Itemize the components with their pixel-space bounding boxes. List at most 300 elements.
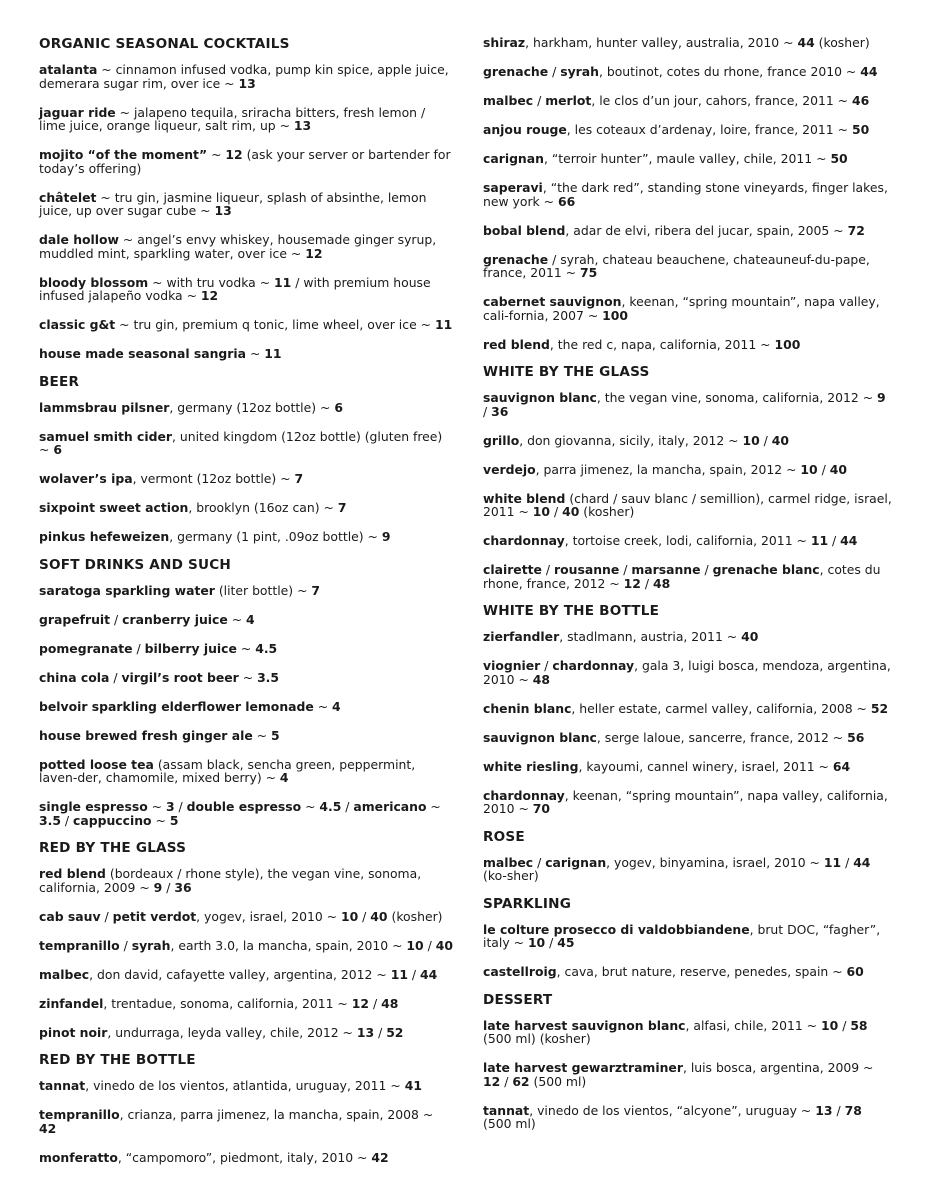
menu-item-text: , brooklyn (16oz can) ~ (188, 500, 338, 515)
menu-item-text: , vermont (12oz bottle) ~ (132, 471, 295, 486)
menu-item-text: (bordeaux / rhone style), the vegan vine, sonoma, california, 2009 ~ (39, 866, 422, 895)
menu-item-bold-text: syrah (560, 64, 599, 79)
menu-section-organic-seasonal-cocktails (39, 36, 454, 361)
menu-item (483, 1061, 893, 1088)
menu-item (483, 181, 893, 208)
menu-item-bold-text: 40 (562, 504, 580, 519)
menu-item-text: ~ (147, 799, 166, 814)
menu-item-bold-text: 42 (371, 1149, 389, 1165)
menu-item-bold-text: 11 (390, 966, 408, 982)
menu-item-text: , yogev, israel, 2010 ~ (196, 908, 341, 924)
menu-item (39, 1079, 454, 1093)
menu-item-bold-text: 5 (271, 727, 280, 743)
menu-item-bold-text: 12 (351, 995, 370, 1011)
menu-item (483, 1104, 893, 1131)
menu-item-text: , heller estate, carmel valley, california, 2008 ~ (571, 700, 871, 716)
menu-item (483, 36, 893, 50)
menu-item-bold-text: white riesling (483, 758, 579, 774)
menu-item-text: / (500, 1073, 513, 1089)
menu-item-bold-text: 9 (153, 879, 163, 895)
menu-item-text: , the vegan vine, sonoma, california, 2012 ~ (596, 390, 878, 405)
menu-item-bold-text: 13 (293, 118, 312, 133)
menu-item-text: ~ (236, 640, 256, 656)
menu-item-text: / (119, 937, 132, 953)
menu-item-bold-text: 70 (532, 801, 551, 816)
menu-item-bold-text: potted loose tea (39, 756, 154, 772)
menu-item-bold-text: americano (353, 799, 427, 814)
menu-item (483, 702, 893, 716)
menu-item-bold-text: pinkus hefeweizen (39, 529, 170, 544)
menu-item-text: , le clos d’un jour, cahors, france, 2011 ~ (591, 93, 852, 108)
menu-item-bold-text: pomegranate (39, 640, 133, 656)
menu-item-bold-text: cranberry juice (122, 611, 228, 627)
menu-item-text: ~ (151, 812, 170, 828)
menu-item-bold-text: saratoga sparkling water (39, 582, 215, 598)
menu-item-bold-text: verdejo (483, 461, 536, 477)
menu-item-bold-text: 6 (53, 442, 62, 457)
menu-item-bold-text: 13 (238, 75, 256, 91)
menu-item-bold-text: 44 (853, 854, 871, 870)
menu-section-soft-drinks-and-such (39, 557, 454, 828)
section-title: SOFT DRINKS AND SUCH (39, 556, 231, 573)
menu-item-text: / (817, 461, 830, 477)
menu-item-bold-text: 9 (381, 529, 391, 544)
menu-item-text: / (759, 432, 772, 448)
menu-item-bold-text: atalanta (39, 62, 98, 77)
menu-item-text: , kayoumi, cannel winery, israel, 2011 ~ (578, 758, 833, 774)
menu-item (483, 224, 893, 238)
menu-item-bold-text: 11 (264, 346, 282, 361)
menu-item-bold-text: 40 (741, 629, 759, 644)
menu-item-text: / (109, 669, 122, 685)
menu-section-red-by-the-glass (39, 840, 454, 1039)
menu-item-text: , cotes du rhone, france, 2012 ~ (483, 562, 881, 591)
menu-item-bold-text: china cola (39, 669, 110, 685)
menu-item-bold-text: 12 (623, 575, 641, 591)
menu-item (39, 1026, 454, 1040)
menu-item-text: / (700, 562, 713, 577)
menu-item-text: (ask your server or bartender for today’s offering) (39, 147, 451, 176)
menu-item-bold-text: chardonnay (483, 533, 565, 548)
menu-section-white-by-the-glass (483, 364, 893, 590)
menu-item-bold-text: cab sauv (39, 908, 101, 924)
menu-item-bold-text: 36 (491, 403, 509, 419)
menu-item-text: / (60, 812, 74, 828)
menu-item (39, 347, 454, 361)
menu-section-sparkling (483, 896, 893, 979)
menu-item-text: ~ tru gin, jasmine liqueur, splash of absinthe, lemon juice, up over sugar cube ~ (39, 189, 427, 218)
menu-item-text: , serge laloue, sancerre, france, 2012 ~ (596, 729, 848, 745)
menu-item (483, 492, 893, 519)
menu-item-bold-text: 13 (356, 1024, 375, 1040)
menu-item-bold-text: malbec (483, 93, 534, 108)
menu-item-text: / syrah, chateau beauchene, chateauneuf-du-pape, france, 2011 ~ (483, 251, 870, 280)
menu-item-bold-text: 12 (305, 245, 323, 261)
menu-item-bold-text: 3.5 (257, 669, 280, 685)
menu-item-bold-text: shiraz (483, 35, 526, 50)
menu-item (483, 731, 893, 745)
menu-item-bold-text: jaguar ride (39, 104, 116, 120)
menu-item-bold-text: le colture prosecco di valdobbiandene (483, 921, 750, 937)
menu-item-text: / (483, 403, 492, 419)
menu-item-text: ~ jalapeno tequila, sriracha bitters, fresh lemon / lime juice, orange liqueur, salt rim, up ~ (39, 104, 426, 133)
menu-item-text: ~ (313, 698, 333, 714)
menu-item-text: (liter bottle) ~ (214, 582, 312, 598)
menu-item-bold-text: rousanne (554, 562, 620, 577)
menu-item (39, 1108, 454, 1135)
menu-item-text: / (838, 1017, 851, 1033)
menu-item-bold-text: grenache (483, 251, 549, 267)
menu-item-bold-text: zinfandel (39, 995, 104, 1011)
menu-item-bold-text: marsanne (631, 562, 701, 577)
menu-item (39, 700, 454, 714)
menu-item (483, 338, 893, 352)
menu-item-bold-text: saperavi (483, 180, 543, 195)
menu-item-text: / (132, 640, 145, 656)
menu-item-bold-text: cappuccino (73, 812, 152, 828)
menu-item-text: , “terroir hunter”, maule valley, chile, 2011 ~ (543, 151, 831, 166)
menu-item-bold-text: 46 (852, 93, 870, 108)
menu-item (39, 910, 454, 924)
menu-item-bold-text: carignan (483, 151, 544, 166)
menu-item-bold-text: 40 (829, 461, 847, 477)
menu-item-text: / (533, 93, 546, 108)
menu-item-text: ~ (252, 727, 271, 743)
menu-item-bold-text: tannat (39, 1078, 86, 1093)
menu-item (39, 191, 454, 218)
menu-item (483, 563, 893, 590)
menu-item-text: , les coteaux d’ardenay, loire, france, 2011 ~ (566, 122, 852, 137)
menu-item-text: / (832, 1102, 845, 1118)
menu-section-beer (39, 374, 454, 544)
menu-item-bold-text: 6 (334, 399, 343, 415)
menu-item (483, 434, 893, 448)
menu-item (483, 123, 893, 137)
menu-item-text: ~ (227, 611, 247, 627)
menu-item (39, 584, 454, 598)
section-title: ROSE (483, 828, 525, 845)
menu-item-bold-text: castellroig (483, 964, 557, 979)
menu-item-bold-text: viognier (483, 658, 541, 673)
menu-item (483, 659, 893, 686)
menu-item-bold-text: 11 (274, 274, 292, 290)
menu-item-bold-text: 44 (797, 35, 815, 50)
menu-item-bold-text: carignan (545, 854, 607, 870)
menu-item-bold-text: late harvest gewarztraminer (483, 1060, 683, 1075)
menu-item-text: , alfasi, chile, 2011 ~ (685, 1017, 821, 1033)
menu-item (39, 867, 454, 894)
menu-item-bold-text: malbec (483, 854, 534, 870)
menu-item (483, 630, 893, 644)
menu-left-column (39, 36, 454, 1177)
menu-item-bold-text: 40 (370, 908, 388, 924)
menu-item-text: , stadlmann, austria, 2011 ~ (559, 629, 742, 644)
menu-item-text: , luis bosca, argentina, 2009 ~ (682, 1060, 874, 1075)
menu-item-bold-text: 52 (870, 700, 889, 716)
menu-section-continued (483, 36, 893, 351)
section-title: RED BY THE GLASS (39, 840, 187, 856)
menu-item-bold-text: 3.5 (39, 812, 61, 828)
menu-item-text: , don david, cafayette valley, argentina, 2012 ~ (89, 966, 391, 982)
menu-item-text: (ko-sher) (483, 868, 539, 883)
menu-item-bold-text: grapefruit (39, 611, 111, 627)
menu-item-text: / (619, 562, 632, 577)
menu-item (39, 800, 454, 827)
menu-item-bold-text: late harvest sauvignon blanc (483, 1017, 686, 1033)
menu-section-rose (483, 829, 893, 883)
menu-item-bold-text: 48 (652, 575, 671, 591)
menu-item-text: / (640, 575, 653, 591)
menu-item-text: / (841, 854, 854, 870)
menu-item-text: , keenan, “spring mountain”, napa valley, california, 2010 ~ (483, 787, 888, 816)
menu-item-text: , earth 3.0, la mancha, spain, 2010 ~ (170, 937, 407, 953)
menu-item-bold-text: chardonnay (552, 658, 635, 673)
menu-item-bold-text: clairette (483, 562, 542, 577)
menu-item (39, 106, 454, 133)
menu-item-bold-text: 12 (483, 1073, 501, 1089)
menu-item (39, 276, 454, 303)
menu-item-text: (assam black, sencha green, peppermint, laven-der, chamomile, mixed berry) ~ (39, 756, 416, 785)
menu-item-bold-text: 75 (580, 265, 598, 280)
menu-item-text: / with premium house infused jalapeño vodka ~ (39, 274, 431, 303)
menu-item-text: , united kingdom (12oz bottle) (gluten free) ~ (39, 428, 443, 457)
menu-item-text: , don giovanna, sicily, italy, 2012 ~ (519, 432, 743, 448)
menu-item-text: ~ (207, 147, 226, 162)
menu-item-text: / (407, 966, 421, 982)
menu-item-text: / (110, 611, 123, 627)
menu-item-bold-text: malbec (39, 966, 90, 982)
menu-item-text: , the red c, napa, california, 2011 ~ (549, 336, 775, 352)
menu-item (39, 148, 454, 175)
menu-item-text: (kosher) (387, 908, 443, 924)
menu-item-bold-text: grillo (483, 432, 520, 448)
menu-item-bold-text: merlot (545, 93, 592, 108)
menu-item-bold-text: 10 (821, 1017, 839, 1033)
menu-item-bold-text: cabernet sauvignon (483, 294, 622, 309)
menu-item (483, 65, 893, 79)
menu-item-bold-text: bloody blossom (39, 274, 149, 290)
section-title: WHITE BY THE BOTTLE (483, 603, 660, 619)
menu-item-bold-text: 4.5 (319, 799, 342, 814)
menu-item-text: ~ (246, 346, 265, 361)
section-title: SPARKLING (483, 895, 572, 912)
menu-item-text: , keenan, “spring mountain”, napa valley, cali-fornia, 2007 ~ (483, 294, 880, 323)
section-title: BEER (39, 373, 80, 390)
menu-item-bold-text: 48 (381, 995, 399, 1011)
menu-item-bold-text: mojito “of the moment” (39, 147, 208, 162)
menu-item (483, 152, 893, 166)
section-title: WHITE BY THE GLASS (483, 364, 650, 380)
menu-item-text: , vinedo de los vientos, “alcyone”, uruguay ~ (529, 1102, 816, 1118)
menu-item (483, 391, 893, 418)
menu-item-bold-text: red blend (39, 866, 106, 881)
menu-item-text: ~ tru gin, premium q tonic, lime wheel, over ice ~ (115, 317, 435, 332)
menu-item-bold-text: 100 (602, 307, 629, 323)
menu-item-bold-text: house brewed fresh ginger ale (39, 727, 253, 743)
menu-item-bold-text: 7 (311, 582, 321, 598)
menu-item-text: / (545, 935, 558, 950)
menu-item-bold-text: classic g&t (39, 317, 116, 332)
menu-item-bold-text: 7 (294, 471, 304, 486)
menu-item-text: , “campomoro”, piedmont, italy, 2010 ~ (117, 1149, 372, 1165)
menu-item-text: / (162, 879, 175, 895)
menu-item-bold-text: 58 (850, 1017, 868, 1033)
section-title: DESSERT (483, 991, 553, 1008)
menu-item-bold-text: syrah (131, 937, 171, 953)
menu-item-bold-text: châtelet (39, 189, 97, 205)
menu-item (39, 968, 454, 982)
menu-item-bold-text: 52 (386, 1024, 404, 1040)
menu-item-bold-text: wolaver’s ipa (39, 471, 133, 486)
menu-item-bold-text: chardonnay (483, 787, 565, 803)
menu-item-bold-text: virgil’s root beer (121, 669, 239, 685)
menu-item (39, 318, 454, 332)
menu-item-text: , adar de elvi, ribera del jucar, spain, 2005 ~ (565, 222, 848, 238)
menu-item-bold-text: 3 (165, 799, 175, 814)
menu-item (39, 430, 454, 457)
menu-item (39, 729, 454, 743)
menu-item-text: , gala 3, luigi bosca, mendoza, argentina, 2010 ~ (483, 658, 891, 687)
menu-item-bold-text: 12 (200, 288, 219, 303)
menu-item-bold-text: 64 (832, 758, 851, 774)
menu-item (39, 530, 454, 544)
menu-item-bold-text: double espresso (186, 799, 302, 814)
menu-item-bold-text: belvoir sparkling elderflower lemonade (39, 698, 314, 714)
menu-item (483, 760, 893, 774)
menu-item-bold-text: 13 (815, 1102, 833, 1118)
menu-item-bold-text: tannat (483, 1102, 530, 1118)
menu-item-bold-text: tempranillo (39, 1107, 120, 1122)
menu-item-text: (500 ml) (kosher) (483, 1031, 591, 1046)
menu-item (483, 923, 893, 950)
menu-item (483, 965, 893, 979)
menu-item-bold-text: 10 (527, 935, 546, 950)
menu-item-bold-text: 60 (846, 964, 864, 979)
menu-item (39, 501, 454, 515)
menu-item-bold-text: 5 (169, 812, 179, 828)
menu-item-text: ~ angel’s envy whiskey, housemade ginger syrup, muddled mint, sparkling water, over ice ~ (39, 232, 437, 261)
menu-item-bold-text: 13 (214, 203, 232, 218)
menu-item (39, 758, 454, 785)
menu-item-text: , parra jimenez, la mancha, spain, 2012 ~ (535, 461, 801, 477)
menu-item-bold-text: house made seasonal sangria (39, 346, 247, 361)
menu-item-bold-text: 42 (39, 1120, 57, 1136)
menu-item-bold-text: 72 (847, 222, 865, 238)
menu-item-bold-text: 40 (435, 937, 453, 953)
menu-item-text: , brut DOC, “fagher”, italy ~ (483, 921, 881, 950)
menu-item-text: / (341, 799, 354, 814)
menu-item (39, 1151, 454, 1165)
menu-item (39, 671, 454, 685)
menu-item-bold-text: 50 (830, 151, 848, 166)
menu-item (483, 856, 893, 883)
menu-item-bold-text: 100 (774, 336, 801, 352)
menu-item-text: , trentadue, sonoma, california, 2011 ~ (103, 995, 352, 1011)
menu-item-bold-text: grenache (483, 64, 549, 79)
menu-item-bold-text: 4 (332, 698, 341, 714)
menu-item (39, 233, 454, 260)
menu-item-text: (kosher) (814, 35, 870, 50)
menu-item-text: , boutinot, cotes du rhone, france 2010 ~ (598, 64, 861, 79)
menu-item-bold-text: tempranillo (39, 937, 120, 953)
section-title: RED BY THE BOTTLE (39, 1052, 196, 1068)
menu-item (39, 997, 454, 1011)
menu-item-bold-text: 40 (771, 432, 790, 448)
menu-item-bold-text: 41 (404, 1078, 422, 1093)
menu-item-bold-text: 10 (532, 504, 551, 519)
menu-item (483, 534, 893, 548)
menu-item-bold-text: 44 (840, 533, 858, 548)
menu-item-bold-text: 48 (532, 671, 551, 687)
menu-item-text: (500 ml) (483, 1116, 536, 1131)
menu-item-bold-text: 10 (406, 937, 424, 953)
menu-item-text: , vinedo de los vientos, atlantida, uruguay, 2011 ~ (85, 1078, 405, 1093)
menu-item-bold-text: grenache blanc (712, 562, 820, 577)
menu-item-text: / (533, 854, 546, 870)
menu-item-text: , germany (1 pint, .09oz bottle) ~ (169, 529, 382, 544)
menu-item-bold-text: bilberry juice (144, 640, 237, 656)
menu-item-bold-text: sauvignon blanc (483, 729, 597, 745)
menu-item-bold-text: bobal blend (483, 222, 566, 238)
menu-item-bold-text: dale hollow (39, 232, 119, 247)
menu-item-text: / (548, 64, 561, 79)
menu-item-bold-text: lammsbrau pilsner (39, 399, 170, 415)
menu-item-text: , undurraga, leyda valley, chile, 2012 ~ (107, 1024, 357, 1040)
menu-item-bold-text: monferatto (39, 1149, 118, 1165)
menu-item-text: / (541, 562, 555, 577)
menu-item-text: / (374, 1024, 387, 1040)
menu-item (39, 613, 454, 627)
menu-item-text: , cava, brut nature, reserve, penedes, spain ~ (556, 964, 847, 979)
menu-item-bold-text: 45 (557, 935, 575, 950)
menu-item-text: ~ with tru vodka ~ (148, 274, 275, 290)
menu-item-bold-text: 78 (844, 1102, 862, 1118)
menu-item (483, 94, 893, 108)
menu-item-text: ~ (301, 799, 320, 814)
menu-item-text: , harkham, hunter valley, australia, 2010 ~ (525, 35, 798, 50)
menu-item-text: / (550, 504, 563, 519)
menu-item-bold-text: 66 (558, 193, 576, 209)
menu-item-bold-text: single espresso (39, 799, 148, 814)
menu-item (39, 63, 454, 90)
menu-item-bold-text: 4 (246, 611, 255, 627)
menu-item (483, 463, 893, 477)
menu-item-text: / (828, 533, 841, 548)
menu-item (39, 939, 454, 953)
menu-item-text: / (358, 908, 371, 924)
menu-item-bold-text: white blend (483, 490, 566, 506)
menu-item-text: / (423, 937, 436, 953)
menu-item-bold-text: 10 (340, 908, 359, 924)
menu-item-bold-text: 56 (847, 729, 865, 745)
menu-item-text: / (540, 658, 553, 673)
menu-section-red-by-the-bottle (39, 1052, 454, 1164)
menu-item-bold-text: 10 (800, 461, 818, 477)
menu-item-text: / (174, 799, 187, 814)
menu-section-white-by-the-bottle (483, 603, 893, 816)
menu-item-text: , “the dark red”, standing stone vineyards, finger lakes, new york ~ (483, 180, 888, 209)
menu-item-bold-text: petit verdot (112, 908, 197, 924)
menu-item-text: (kosher) (579, 504, 635, 519)
menu-item (483, 1019, 893, 1046)
menu-item-bold-text: 36 (174, 879, 192, 895)
menu-item-text: ~ cinnamon infused vodka, pump kin spice, apple juice, demerara sugar rim, over ice ~ (39, 62, 449, 91)
menu-item-bold-text: anjou rouge (483, 122, 567, 137)
menu-item-bold-text: 4 (279, 770, 289, 785)
menu-item (39, 401, 454, 415)
menu-item-bold-text: samuel smith cider (39, 428, 172, 444)
menu-item (39, 472, 454, 486)
